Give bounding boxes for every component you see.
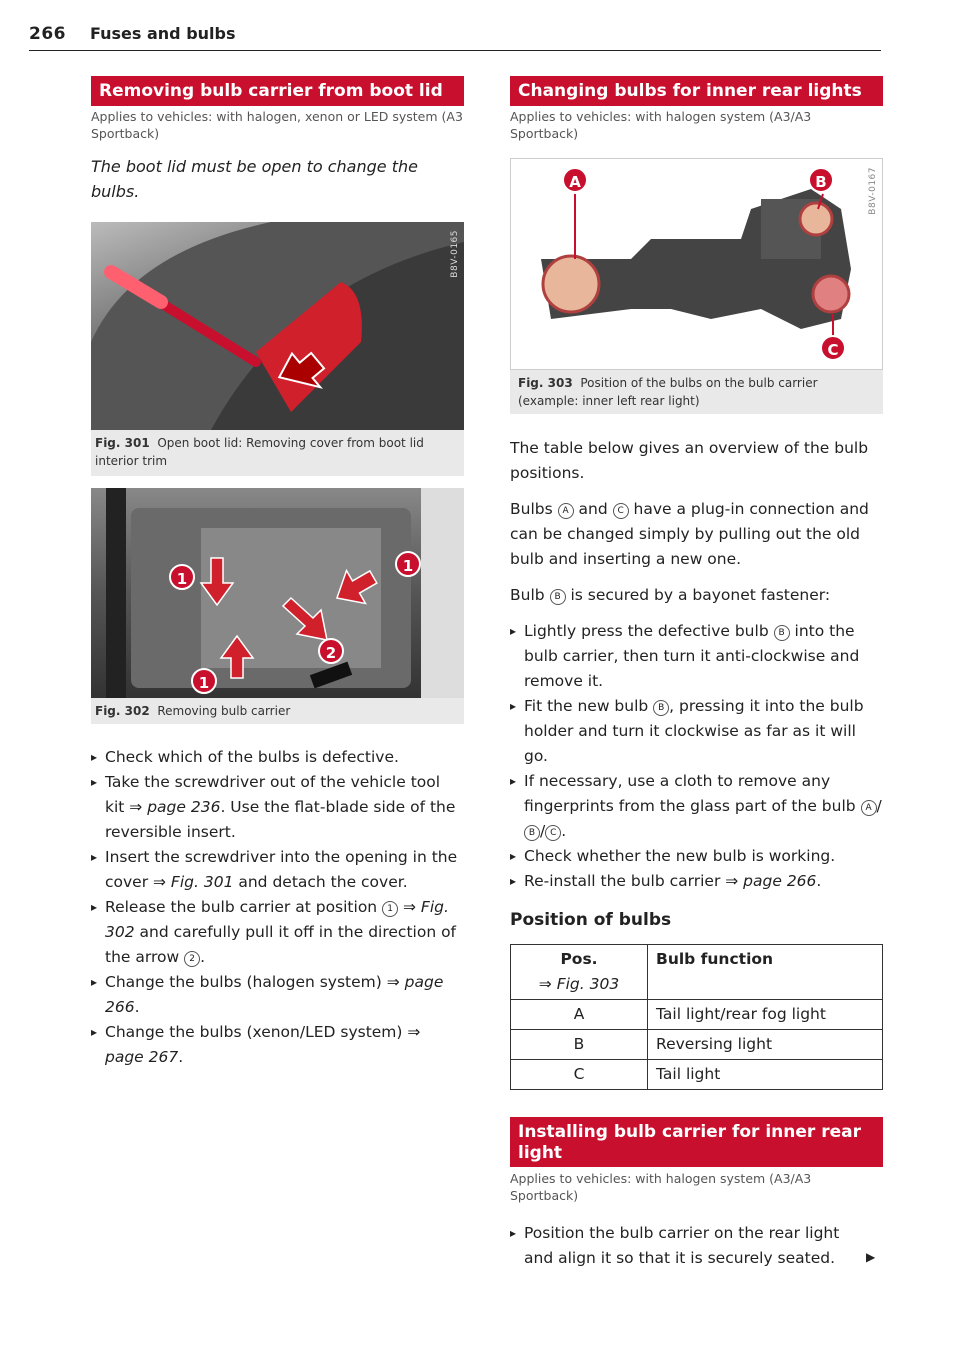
table-row: C Tail light [511, 1060, 883, 1090]
figure-302-label: Fig. 302 [95, 704, 150, 718]
continue-arrow-icon: ▶ [866, 1250, 876, 1264]
figure-301-code: B8V-0165 [450, 230, 460, 278]
right-step-3: ▸ If necessary, use a cloth to remove any fingerprints from the glass part of the bulb A /B / C . [510, 769, 883, 844]
right-step-5: ▸ Re-install the bulb carrier ⇒ page 266. [510, 869, 883, 894]
right-step-2: ▸ Fit the new bulb B , pressing it into the bulb holder and turn it clockwise as far as it will go. [510, 694, 883, 769]
figure-302-image [91, 488, 464, 698]
install-step-1: ▸ Position the bulb carrier on the rear light and align it so that it is securely seated. [510, 1221, 855, 1271]
link-page-267[interactable]: ⇒ page 267 [105, 1023, 421, 1066]
left-steps [91, 745, 464, 1070]
left-applies: Applies to vehicles: with halogen, xenon or LED system (A3 Sportback) [91, 109, 463, 141]
right-step-4: ▸ Check whether the new bulb is working. [510, 844, 883, 869]
figure-302-code: B8V-0199 [450, 496, 460, 544]
figure-303-caption-text: Position of the bulbs on the bulb carrier (example: inner left rear light) [518, 376, 818, 408]
circle-1: 1 [382, 901, 398, 917]
figure-301 [91, 222, 464, 476]
left-step-6: ▸ Change the bulbs (xenon/LED system) ⇒ page 267. [91, 1020, 464, 1070]
page-header [29, 24, 881, 51]
right-applies: Applies to vehicles: with halogen system (A3/A3 Sportback) [510, 109, 812, 141]
right-para-1: The table below gives an overview of the bulb positions. [510, 439, 869, 482]
figure-302-caption [95, 702, 457, 720]
install-heading: Installing bulb carrier for inner rear light [510, 1117, 883, 1167]
marker-b: B [808, 167, 834, 193]
left-step-1: ▸ Check which of the bulbs is defective. [91, 745, 464, 770]
boot-lid-illustration [91, 222, 464, 430]
table-header-function: Bulb function [648, 945, 883, 1000]
marker-1-right: 1 [395, 551, 421, 577]
figure-302 [91, 488, 464, 724]
figure-303 [510, 158, 883, 414]
link-fig-302[interactable]: ⇒ Fig. 302 [105, 898, 449, 941]
right-intro [510, 436, 883, 894]
figure-301-caption-text: Open boot lid: Removing cover from boot lid interior trim [95, 436, 424, 468]
table-row: A Tail light/rear fog light [511, 1000, 883, 1030]
marker-a: A [562, 167, 588, 193]
install-steps [510, 1221, 855, 1271]
left-step-3: ▸ Insert the screwdriver into the opening in the cover ⇒ Fig. 301 and detach the cover. [91, 845, 464, 895]
right-steps [510, 619, 883, 894]
right-step-1: ▸ Lightly press the defective bulb B into the bulb carrier, then turn it anti-clockwise and remove it. [510, 619, 883, 694]
table-row: B Reversing light [511, 1030, 883, 1060]
bulb-carrier-illustration [91, 488, 464, 698]
left-section-heading: Removing bulb carrier from boot lid [91, 76, 464, 106]
right-para-3: Bulb B is secured by a bayonet fastener: [510, 586, 831, 604]
table-header-row [511, 945, 883, 1000]
figure-303-image [510, 158, 883, 370]
figure-303-label: Fig. 303 [518, 376, 573, 390]
left-step-5: ▸ Change the bulbs (halogen system) ⇒ page 266. [91, 970, 464, 1020]
left-lead: The boot lid must be open to change the bulbs. [91, 157, 418, 201]
left-step-2: ▸ Take the screwdriver out of the vehicle tool kit ⇒ page 236. Use the flat-blade side of the reversible insert. [91, 770, 464, 845]
link-page-266[interactable]: ⇒ page 266 [105, 973, 444, 1016]
figure-301-image [91, 222, 464, 430]
marker-2: 2 [318, 638, 344, 664]
position-of-bulbs-heading: Position of bulbs [510, 910, 672, 930]
link-fig-301[interactable]: ⇒ Fig. 301 [153, 873, 234, 891]
marker-1-left: 1 [169, 564, 195, 590]
marker-1-bottom: 1 [191, 668, 217, 694]
figure-303-code: B8V-0167 [868, 167, 878, 215]
section-title: Fuses and bulbs [90, 24, 236, 43]
right-para-2: Bulbs A and C have a plug-in connection and can be changed simply by pulling out the old bulb and inserting a new one. [510, 500, 869, 568]
left-step-4: ▸ Release the bulb carrier at position 1 ⇒ Fig. 302 and carefully pull it off in the direction of the arrow 2 . [91, 895, 464, 970]
install-applies: Applies to vehicles: with halogen system (A3/A3 Sportback) [510, 1171, 812, 1203]
link-page-266-b[interactable]: ⇒ page 266 [725, 872, 817, 890]
right-section-heading: Changing bulbs for inner rear lights [510, 76, 883, 106]
table-header-pos: Pos. ⇒ Fig. 303 [511, 945, 648, 1000]
figure-302-caption-text: Removing bulb carrier [157, 704, 291, 718]
circle-2: 2 [184, 951, 200, 967]
bulb-table [510, 944, 883, 1090]
link-page-236[interactable]: ⇒ page 236 [129, 798, 221, 816]
figure-301-label: Fig. 301 [95, 436, 150, 450]
figure-303-caption [518, 374, 876, 410]
page-number: 266 [29, 24, 66, 44]
marker-c: C [820, 335, 846, 361]
figure-301-caption [95, 434, 457, 470]
link-fig-303[interactable]: ⇒ Fig. 303 [538, 975, 620, 993]
